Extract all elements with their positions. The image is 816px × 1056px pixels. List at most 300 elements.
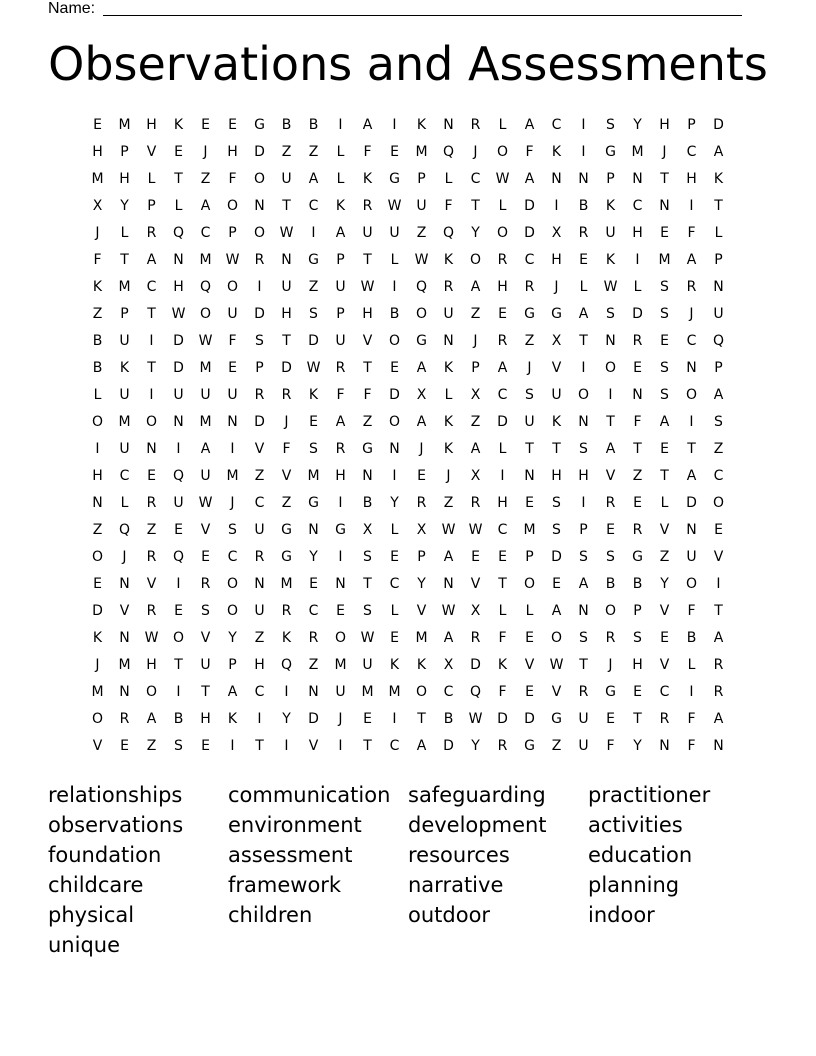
grid-letter[interactable]: G [524, 305, 535, 322]
grid-letter[interactable]: F [93, 251, 102, 268]
grid-letter[interactable]: E [579, 251, 588, 268]
grid-letter[interactable]: D [524, 710, 535, 727]
grid-letter[interactable]: B [605, 575, 616, 592]
grid-letter[interactable]: D [92, 602, 103, 619]
grid-letter[interactable]: U [578, 710, 589, 727]
grid-letter[interactable]: J [473, 332, 478, 349]
grid-letter[interactable]: O [253, 224, 266, 241]
grid-letter[interactable]: U [254, 521, 265, 538]
grid-letter[interactable]: V [659, 521, 670, 538]
grid-letter[interactable]: N [173, 413, 184, 430]
grid-letter[interactable]: A [578, 305, 589, 322]
grid-letter[interactable]: H [362, 305, 373, 322]
grid-letter[interactable]: N [227, 413, 238, 430]
grid-letter[interactable]: T [363, 251, 372, 268]
grid-letter[interactable]: N [281, 251, 292, 268]
grid-letter[interactable]: R [470, 494, 481, 511]
grid-letter[interactable]: P [714, 251, 723, 268]
grid-letter[interactable]: H [92, 467, 103, 484]
grid-letter[interactable]: R [659, 710, 670, 727]
grid-letter[interactable]: I [716, 575, 721, 592]
grid-letter[interactable]: D [497, 413, 508, 430]
grid-letter[interactable]: E [417, 467, 426, 484]
grid-letter[interactable]: R [470, 629, 481, 646]
grid-letter[interactable]: I [581, 359, 586, 376]
grid-letter[interactable]: G [308, 494, 319, 511]
grid-letter[interactable]: I [230, 440, 235, 457]
grid-letter[interactable]: K [92, 629, 103, 646]
grid-letter[interactable]: Y [120, 197, 129, 214]
grid-letter[interactable]: E [93, 116, 102, 133]
grid-letter[interactable]: N [254, 197, 265, 214]
grid-letter[interactable]: I [689, 413, 694, 430]
grid-letter[interactable]: M [415, 143, 428, 160]
grid-letter[interactable]: V [146, 575, 157, 592]
grid-letter[interactable]: I [581, 494, 586, 511]
grid-letter[interactable]: E [525, 683, 534, 700]
grid-letter[interactable]: I [392, 467, 397, 484]
grid-letter[interactable]: Y [633, 737, 642, 754]
grid-letter[interactable]: L [633, 278, 642, 295]
grid-letter[interactable]: A [146, 251, 157, 268]
grid-letter[interactable]: W [468, 521, 483, 538]
grid-letter[interactable]: S [660, 278, 669, 295]
grid-letter[interactable]: Z [146, 737, 157, 754]
grid-letter[interactable]: Y [417, 575, 426, 592]
grid-letter[interactable]: E [309, 575, 318, 592]
grid-letter[interactable]: V [119, 602, 130, 619]
grid-letter[interactable]: W [441, 521, 456, 538]
grid-letter[interactable]: Z [281, 143, 292, 160]
grid-letter[interactable]: L [174, 197, 183, 214]
grid-letter[interactable]: E [633, 494, 642, 511]
grid-letter[interactable]: U [281, 170, 292, 187]
grid-letter[interactable]: P [120, 305, 129, 322]
grid-letter[interactable]: N [551, 170, 562, 187]
grid-letter[interactable]: L [498, 440, 507, 457]
grid-letter[interactable]: J [419, 440, 424, 457]
grid-letter[interactable]: D [173, 332, 184, 349]
grid-letter[interactable]: N [119, 575, 130, 592]
grid-letter[interactable]: N [443, 575, 454, 592]
grid-letter[interactable]: L [714, 224, 723, 241]
grid-letter[interactable]: P [417, 548, 426, 565]
grid-letter[interactable]: J [473, 143, 478, 160]
grid-letter[interactable]: H [119, 170, 130, 187]
grid-letter[interactable]: N [389, 440, 400, 457]
grid-letter[interactable]: T [363, 575, 372, 592]
grid-letter[interactable]: M [307, 467, 320, 484]
grid-letter[interactable]: N [92, 494, 103, 511]
grid-letter[interactable]: I [338, 548, 343, 565]
grid-letter[interactable]: B [308, 116, 319, 133]
grid-letter[interactable]: L [579, 278, 588, 295]
grid-letter[interactable]: W [414, 251, 429, 268]
grid-letter[interactable]: J [230, 494, 235, 511]
grid-letter[interactable]: B [443, 710, 454, 727]
grid-letter[interactable]: V [416, 602, 427, 619]
grid-letter[interactable]: S [714, 413, 723, 430]
grid-letter[interactable]: I [284, 737, 289, 754]
grid-letter[interactable]: J [203, 143, 208, 160]
grid-letter[interactable]: K [362, 170, 373, 187]
grid-letter[interactable]: V [146, 143, 157, 160]
grid-letter[interactable]: U [362, 224, 373, 241]
grid-letter[interactable]: P [336, 251, 345, 268]
grid-letter[interactable]: E [633, 359, 642, 376]
grid-letter[interactable]: J [662, 143, 667, 160]
grid-letter[interactable]: O [604, 602, 617, 619]
grid-letter[interactable]: Z [524, 332, 535, 349]
grid-letter[interactable]: S [579, 629, 588, 646]
grid-letter[interactable]: G [389, 170, 400, 187]
grid-letter[interactable]: I [689, 683, 694, 700]
grid-letter[interactable]: S [525, 386, 534, 403]
grid-letter[interactable]: H [632, 656, 643, 673]
grid-letter[interactable]: E [336, 602, 345, 619]
grid-letter[interactable]: O [577, 386, 590, 403]
grid-letter[interactable]: P [471, 359, 480, 376]
grid-letter[interactable]: O [91, 548, 104, 565]
grid-letter[interactable]: S [309, 305, 318, 322]
grid-letter[interactable]: F [228, 332, 237, 349]
grid-letter[interactable]: V [200, 521, 211, 538]
grid-letter[interactable]: R [524, 278, 535, 295]
grid-letter[interactable]: R [632, 521, 643, 538]
grid-letter[interactable]: J [284, 413, 289, 430]
grid-letter[interactable]: P [228, 224, 237, 241]
grid-letter[interactable]: V [362, 332, 373, 349]
grid-letter[interactable]: H [254, 656, 265, 673]
grid-letter[interactable]: T [417, 710, 426, 727]
grid-letter[interactable]: C [686, 143, 697, 160]
grid-letter[interactable]: L [444, 386, 453, 403]
grid-letter[interactable]: C [254, 683, 265, 700]
grid-letter[interactable]: W [306, 359, 321, 376]
grid-letter[interactable]: H [281, 305, 292, 322]
grid-letter[interactable]: Y [471, 224, 480, 241]
grid-letter[interactable]: Y [660, 575, 669, 592]
grid-letter[interactable]: A [578, 575, 589, 592]
grid-letter[interactable]: Q [118, 521, 131, 538]
grid-letter[interactable]: R [686, 278, 697, 295]
grid-letter[interactable]: W [198, 332, 213, 349]
grid-letter[interactable]: E [174, 143, 183, 160]
grid-letter[interactable]: W [360, 278, 375, 295]
grid-letter[interactable]: A [713, 143, 724, 160]
grid-letter[interactable]: R [308, 629, 319, 646]
grid-letter[interactable]: R [497, 251, 508, 268]
grid-letter[interactable]: L [120, 494, 129, 511]
grid-letter[interactable]: S [606, 116, 615, 133]
grid-letter[interactable]: X [551, 224, 562, 241]
grid-letter[interactable]: Y [228, 629, 237, 646]
grid-letter[interactable]: J [608, 656, 613, 673]
grid-letter[interactable]: E [201, 737, 210, 754]
grid-letter[interactable]: T [606, 413, 615, 430]
grid-letter[interactable]: O [226, 197, 239, 214]
grid-letter[interactable]: J [446, 467, 451, 484]
grid-letter[interactable]: N [362, 467, 373, 484]
grid-letter[interactable]: I [635, 251, 640, 268]
grid-letter[interactable]: A [713, 710, 724, 727]
grid-letter[interactable]: R [281, 386, 292, 403]
grid-letter[interactable]: H [92, 143, 103, 160]
grid-letter[interactable]: N [119, 629, 130, 646]
grid-letter[interactable]: M [334, 656, 347, 673]
grid-letter[interactable]: N [173, 251, 184, 268]
grid-letter[interactable]: F [444, 197, 453, 214]
grid-letter[interactable]: R [713, 683, 724, 700]
grid-letter[interactable]: I [149, 386, 154, 403]
grid-letter[interactable]: X [551, 332, 562, 349]
grid-letter[interactable]: I [581, 116, 586, 133]
grid-letter[interactable]: Z [308, 143, 319, 160]
grid-letter[interactable]: E [525, 494, 534, 511]
grid-letter[interactable]: J [122, 548, 127, 565]
grid-letter[interactable]: G [362, 440, 373, 457]
grid-letter[interactable]: I [554, 197, 559, 214]
grid-letter[interactable]: N [632, 386, 643, 403]
grid-letter[interactable]: U [281, 278, 292, 295]
grid-letter[interactable]: S [660, 386, 669, 403]
grid-letter[interactable]: C [389, 737, 400, 754]
grid-letter[interactable]: D [308, 710, 319, 727]
grid-letter[interactable]: H [578, 467, 589, 484]
grid-letter[interactable]: K [173, 116, 184, 133]
grid-letter[interactable]: O [226, 575, 239, 592]
grid-letter[interactable]: O [253, 170, 266, 187]
grid-letter[interactable]: O [145, 683, 158, 700]
grid-letter[interactable]: V [254, 440, 265, 457]
grid-letter[interactable]: G [551, 305, 562, 322]
grid-letter[interactable]: G [308, 251, 319, 268]
grid-letter[interactable]: S [660, 305, 669, 322]
grid-letter[interactable]: N [119, 683, 130, 700]
grid-letter[interactable]: S [552, 494, 561, 511]
grid-letter[interactable]: C [308, 602, 319, 619]
grid-letter[interactable]: N [686, 359, 697, 376]
grid-letter[interactable]: K [389, 656, 400, 673]
grid-letter[interactable]: O [685, 575, 698, 592]
grid-letter[interactable]: V [605, 467, 616, 484]
grid-letter[interactable]: U [335, 278, 346, 295]
grid-letter[interactable]: I [500, 467, 505, 484]
grid-letter[interactable]: A [227, 683, 238, 700]
grid-letter[interactable]: R [119, 710, 130, 727]
grid-letter[interactable]: Z [416, 224, 427, 241]
grid-letter[interactable]: Z [254, 629, 265, 646]
grid-letter[interactable]: B [92, 359, 103, 376]
grid-letter[interactable]: D [281, 359, 292, 376]
grid-letter[interactable]: M [199, 359, 212, 376]
grid-letter[interactable]: G [281, 548, 292, 565]
grid-letter[interactable]: V [551, 683, 562, 700]
grid-letter[interactable]: O [172, 629, 185, 646]
grid-letter[interactable]: I [392, 116, 397, 133]
grid-letter[interactable]: G [416, 332, 427, 349]
grid-letter[interactable]: M [118, 656, 131, 673]
grid-letter[interactable]: O [415, 305, 428, 322]
grid-letter[interactable]: F [687, 602, 696, 619]
grid-letter[interactable]: R [146, 602, 157, 619]
grid-letter[interactable]: N [632, 170, 643, 187]
grid-letter[interactable]: Q [442, 143, 455, 160]
grid-letter[interactable]: N [254, 575, 265, 592]
grid-letter[interactable]: R [578, 683, 589, 700]
grid-letter[interactable]: K [281, 629, 292, 646]
grid-letter[interactable]: R [497, 737, 508, 754]
grid-letter[interactable]: I [176, 440, 181, 457]
grid-letter[interactable]: W [549, 656, 564, 673]
grid-letter[interactable]: X [470, 467, 481, 484]
grid-letter[interactable]: T [201, 683, 210, 700]
grid-letter[interactable]: H [497, 494, 508, 511]
grid-letter[interactable]: A [713, 629, 724, 646]
grid-letter[interactable]: T [363, 737, 372, 754]
grid-letter[interactable]: R [362, 197, 373, 214]
grid-letter[interactable]: A [308, 170, 319, 187]
grid-letter[interactable]: F [363, 386, 372, 403]
grid-letter[interactable]: D [713, 116, 724, 133]
grid-letter[interactable]: X [416, 386, 427, 403]
grid-letter[interactable]: H [146, 116, 157, 133]
grid-letter[interactable]: O [334, 629, 347, 646]
grid-letter[interactable]: E [498, 305, 507, 322]
grid-letter[interactable]: A [416, 737, 427, 754]
grid-letter[interactable]: A [200, 197, 211, 214]
grid-letter[interactable]: W [468, 710, 483, 727]
grid-letter[interactable]: D [551, 548, 562, 565]
grid-letter[interactable]: U [578, 737, 589, 754]
grid-letter[interactable]: M [361, 683, 374, 700]
grid-letter[interactable]: C [497, 386, 508, 403]
grid-letter[interactable]: F [687, 737, 696, 754]
grid-letter[interactable]: T [525, 440, 534, 457]
grid-letter[interactable]: A [470, 440, 481, 457]
grid-letter[interactable]: W [495, 170, 510, 187]
grid-letter[interactable]: T [579, 332, 588, 349]
grid-letter[interactable]: R [254, 251, 265, 268]
grid-letter[interactable]: S [174, 737, 183, 754]
grid-letter[interactable]: Z [308, 656, 319, 673]
grid-letter[interactable]: T [120, 251, 129, 268]
grid-letter[interactable]: C [119, 467, 130, 484]
grid-letter[interactable]: I [176, 575, 181, 592]
grid-letter[interactable]: Y [471, 737, 480, 754]
grid-letter[interactable]: W [441, 602, 456, 619]
grid-letter[interactable]: H [551, 467, 562, 484]
grid-letter[interactable]: F [498, 683, 507, 700]
grid-letter[interactable]: M [118, 278, 131, 295]
grid-letter[interactable]: I [608, 386, 613, 403]
grid-letter[interactable]: R [605, 629, 616, 646]
grid-letter[interactable]: K [443, 251, 454, 268]
grid-letter[interactable]: N [335, 575, 346, 592]
grid-letter[interactable]: Z [470, 305, 481, 322]
grid-letter[interactable]: A [686, 251, 697, 268]
grid-letter[interactable]: U [119, 332, 130, 349]
grid-letter[interactable]: T [174, 656, 183, 673]
grid-letter[interactable]: T [363, 359, 372, 376]
grid-letter[interactable]: K [416, 656, 427, 673]
grid-letter[interactable]: T [687, 440, 696, 457]
grid-letter[interactable]: T [282, 332, 291, 349]
grid-letter[interactable]: L [687, 656, 696, 673]
grid-letter[interactable]: M [280, 575, 293, 592]
grid-letter[interactable]: X [443, 656, 454, 673]
grid-letter[interactable]: Z [200, 170, 211, 187]
grid-letter[interactable]: P [714, 359, 723, 376]
grid-letter[interactable]: O [226, 278, 239, 295]
grid-letter[interactable]: E [174, 602, 183, 619]
grid-letter[interactable]: O [523, 575, 536, 592]
grid-letter[interactable]: N [578, 602, 589, 619]
grid-letter[interactable]: L [93, 386, 102, 403]
grid-letter[interactable]: A [443, 629, 454, 646]
grid-letter[interactable]: I [284, 683, 289, 700]
grid-letter[interactable]: P [633, 602, 642, 619]
grid-letter[interactable]: S [579, 548, 588, 565]
grid-letter[interactable]: Z [92, 305, 103, 322]
grid-letter[interactable]: P [417, 170, 426, 187]
grid-letter[interactable]: S [660, 359, 669, 376]
grid-letter[interactable]: M [658, 251, 671, 268]
grid-letter[interactable]: A [146, 710, 157, 727]
grid-letter[interactable]: J [95, 656, 100, 673]
grid-letter[interactable]: I [176, 683, 181, 700]
grid-letter[interactable]: N [659, 197, 670, 214]
grid-letter[interactable]: F [606, 737, 615, 754]
grid-letter[interactable]: Z [254, 467, 265, 484]
grid-letter[interactable]: V [308, 737, 319, 754]
grid-letter[interactable]: J [554, 278, 559, 295]
grid-letter[interactable]: Z [659, 548, 670, 565]
grid-letter[interactable]: V [92, 737, 103, 754]
grid-letter[interactable]: V [659, 602, 670, 619]
grid-letter[interactable]: C [713, 467, 724, 484]
grid-letter[interactable]: I [95, 440, 100, 457]
grid-letter[interactable]: L [147, 170, 156, 187]
grid-letter[interactable]: O [226, 602, 239, 619]
grid-letter[interactable]: N [686, 521, 697, 538]
grid-letter[interactable]: T [660, 170, 669, 187]
grid-letter[interactable]: O [91, 413, 104, 430]
grid-letter[interactable]: S [255, 332, 264, 349]
grid-letter[interactable]: F [525, 143, 534, 160]
grid-letter[interactable]: Q [172, 224, 185, 241]
grid-letter[interactable]: B [92, 332, 103, 349]
grid-letter[interactable]: A [524, 170, 535, 187]
grid-letter[interactable]: Z [92, 521, 103, 538]
grid-letter[interactable]: M [91, 170, 104, 187]
grid-letter[interactable]: L [390, 602, 399, 619]
grid-letter[interactable]: O [145, 413, 158, 430]
grid-letter[interactable]: E [714, 521, 723, 538]
grid-letter[interactable]: T [471, 197, 480, 214]
grid-letter[interactable]: U [200, 656, 211, 673]
grid-letter[interactable]: C [632, 197, 643, 214]
grid-letter[interactable]: P [336, 305, 345, 322]
grid-letter[interactable]: W [603, 278, 618, 295]
grid-letter[interactable]: I [338, 494, 343, 511]
grid-letter[interactable]: U [227, 305, 238, 322]
grid-letter[interactable]: F [228, 170, 237, 187]
grid-letter[interactable]: G [551, 710, 562, 727]
grid-letter[interactable]: V [659, 656, 670, 673]
grid-letter[interactable]: T [714, 197, 723, 214]
grid-letter[interactable]: Q [712, 332, 725, 349]
